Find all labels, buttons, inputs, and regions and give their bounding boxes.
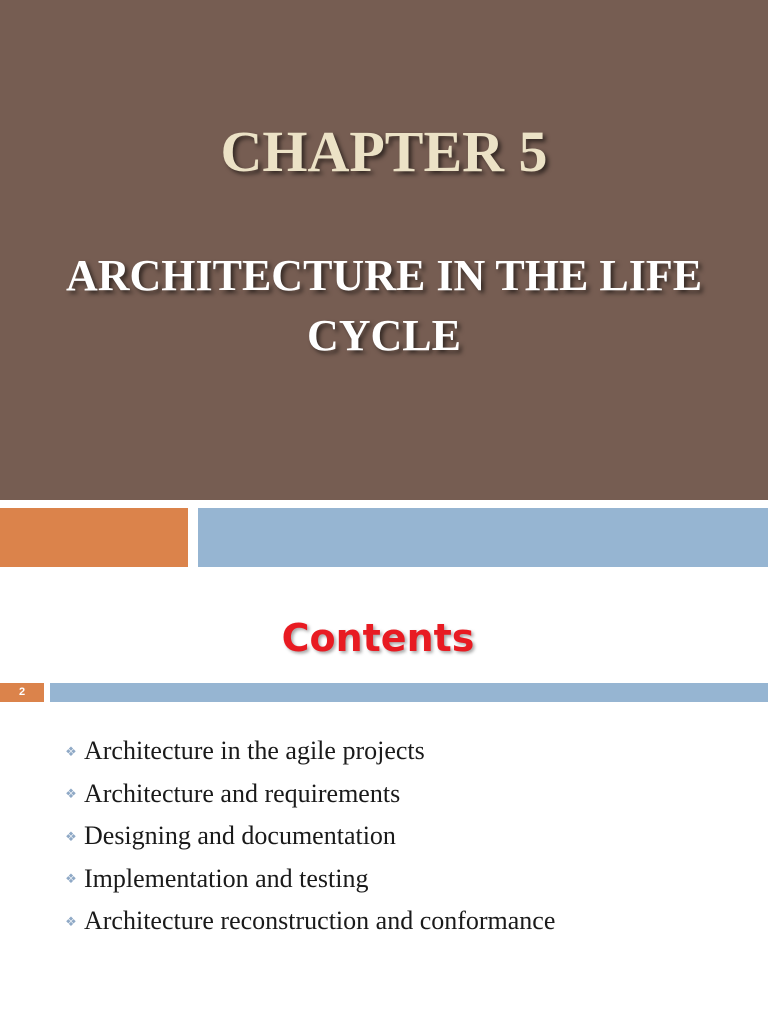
orange-accent-band [0,508,188,567]
diamond-bullet-icon: ❖ [65,913,77,929]
list-item-text: Architecture in the agile projects [84,736,425,766]
list-item [62,730,752,773]
list-item [62,858,752,901]
list-item-text: Architecture reconstruction and conformance [84,906,556,936]
chapter-subtitle: ARCHITECTURE IN THE LIFE CYCLE [65,251,703,360]
slide-header-bar [50,683,768,702]
chapter-title: CHAPTER 5 [220,119,548,184]
list-item [62,900,752,943]
blue-accent-band [198,508,768,567]
slide-number: 2 [0,683,44,702]
list-item [62,815,752,858]
diamond-bullet-icon: ❖ [65,871,77,887]
title-panel [0,0,768,500]
contents-heading: Contents [281,616,475,660]
list-item-text: Architecture and requirements [84,778,401,808]
list-item-text: Implementation and testing [84,863,369,893]
contents-list [62,730,752,943]
diamond-bullet-icon: ❖ [65,743,77,759]
diamond-bullet-icon: ❖ [65,786,77,802]
diamond-bullet-icon: ❖ [65,828,77,844]
list-item [62,773,752,816]
list-item-text: Designing and documentation [84,821,396,851]
